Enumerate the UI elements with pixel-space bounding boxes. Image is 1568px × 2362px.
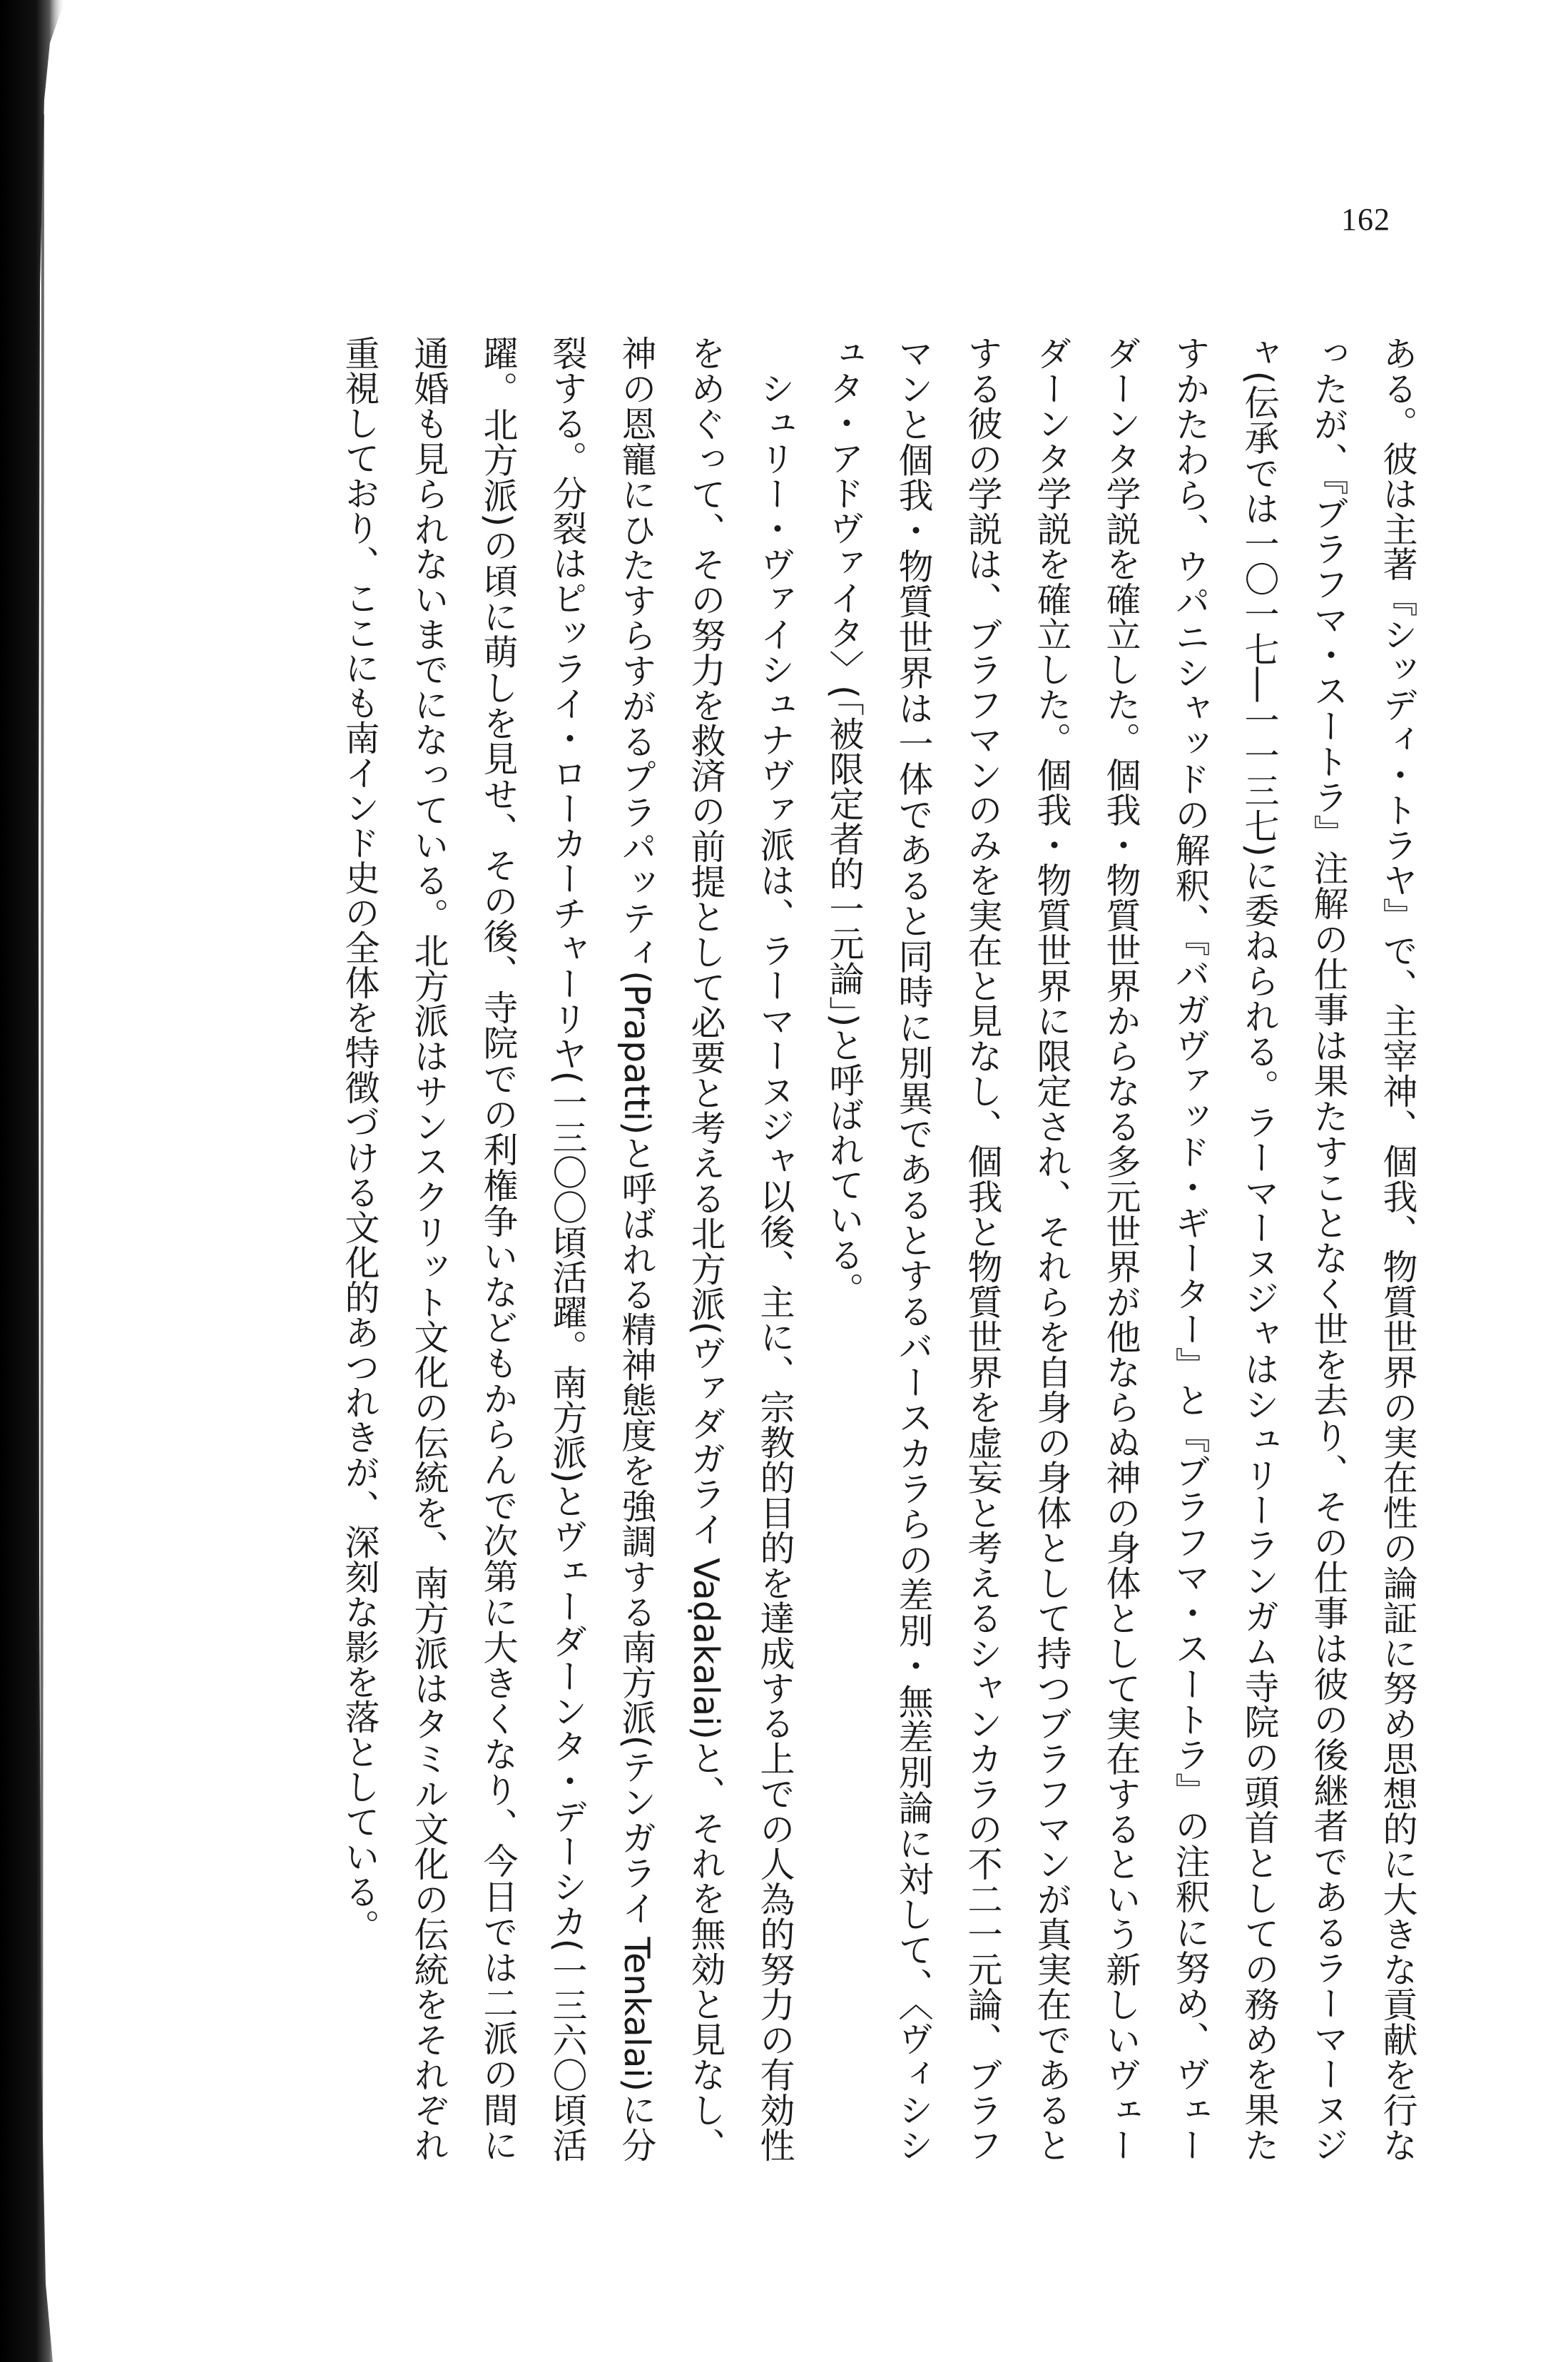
vertical-text-body [106, 335, 1432, 2162]
book-binding-edge [0, 0, 86, 2362]
page-number: 162 [1341, 202, 1390, 237]
paragraph: シュリー・ヴァイシュナヴァ派は、ラーマーヌジャ以後、主に、宗教的目的を達成する上での人為的努力の有効性をめぐって、その努力を救済の前提として必要と考える北方派(ヴァダガライ Vaḍakalai)と、それを無効と見なし、神の恩寵にひたすらすがるプラパッティ(Prapatti)と呼ばれる精神態度を強調する南方派(テンガライ Tenkalai)に分裂する。分裂はピッライ・ローカーチャーリヤ(一三〇〇頃活躍。南方派)とヴェーダーンタ・デーシカ(一三六〇頃活躍。北方派)の頃に萌しを見せ、その後、寺院での利権争いなどもからんで次第に大きくなり、今日では二派の間に通婚も見られないまでになっている。北方派はサンスクリット文化の伝統を、南方派はタミル文化の伝統をそれぞれ重視しており、ここにも南インド史の全体を特徴づける文化的あつれきが、深刻な影を落としている。 [340, 335, 795, 2162]
paragraph: ある。彼は主著『シッディ・トラヤ』で、主宰神、個我、物質世界の実在性の論証に努め思想的に大きな貢献を行なったが、『ブラフマ・スートラ』注解の仕事は果たすことなく世を去り、その仕事は彼の後継者であるラーマーヌジャ(伝承では一〇一七―一一三七)に委ねられる。ラーマーヌジャはシュリーランガム寺院の頭首としての務めを果たすかたわら、ウパニシャッドの解釈、『バガヴァッド・ギーター』と『ブラフマ・スートラ』の注釈に努め、ヴェーダーンタ学説を確立した。個我・物質世界からなる多元世界が他ならぬ神の身体として実在するという新しいヴェーダーンタ学説を確立した。個我・物質世界に限定され、それらを自身の身体として持つブラフマンが真実在であるとする彼の学説は、ブラフマンのみを実在と見なし、個我と物質世界を虚妄と考えるシャンカラの不二一元論、ブラフマンと個我・物質世界は一体であると同時に別異であるとするバースカラらの差別・無差別論に対して、〈ヴィシシュタ・アドヴァイタ〉(「被限定者的一元論」)と呼ばれている。 [824, 335, 1418, 2163]
